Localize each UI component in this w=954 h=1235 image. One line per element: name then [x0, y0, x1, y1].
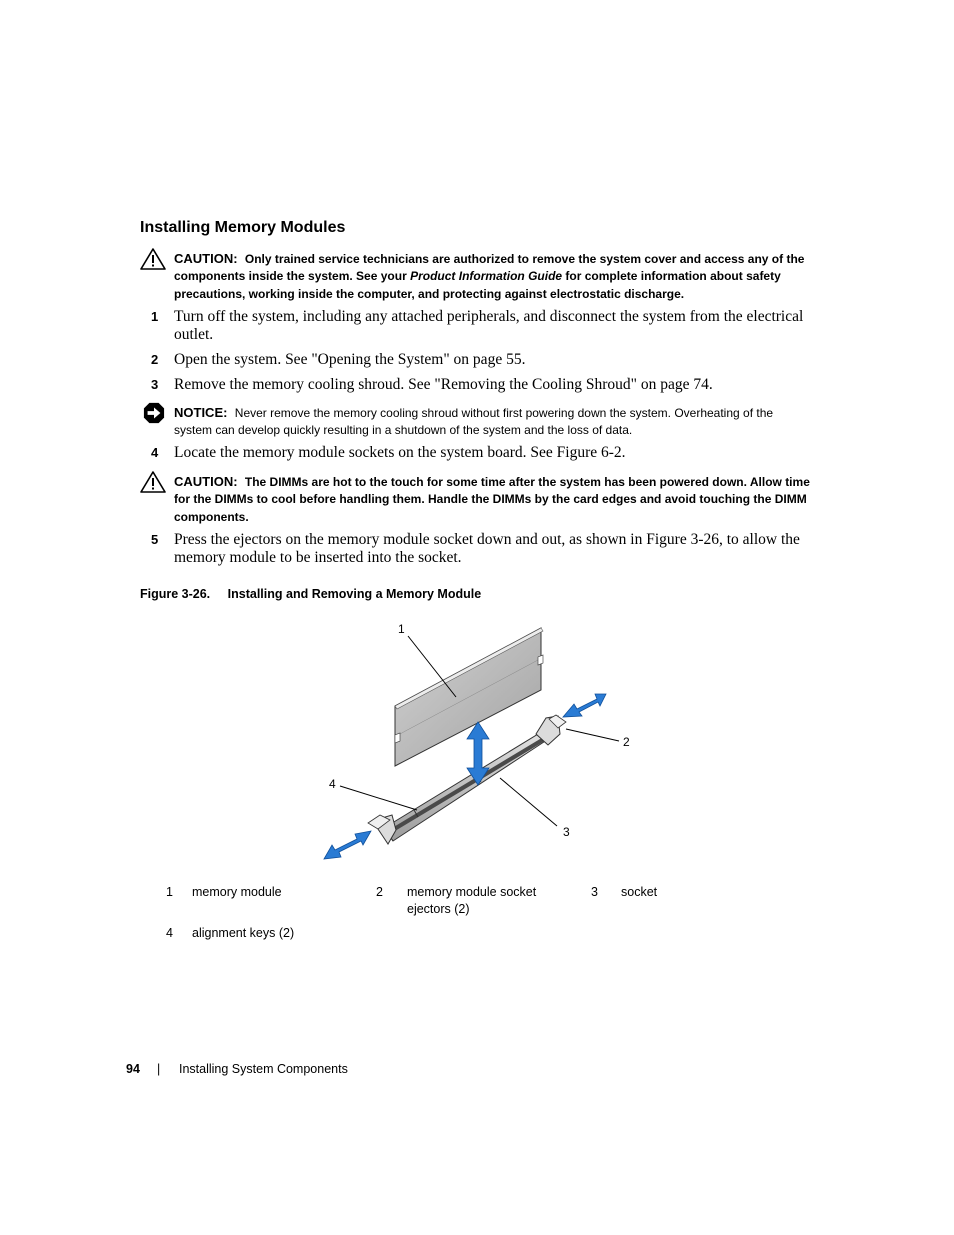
memory-module-illustration: [300, 615, 640, 870]
legend-number: 1: [166, 885, 173, 899]
step-number: 3: [151, 377, 159, 392]
legend-number: 4: [166, 926, 173, 940]
step-number: 2: [151, 352, 159, 367]
caution-note: [174, 250, 814, 303]
notice-label: NOTICE:: [174, 405, 228, 420]
step-number: 5: [151, 532, 159, 547]
footer-separator: |: [157, 1062, 161, 1076]
caution-text-a: Only trained service technicians are authorized to remove the system cover and access any of the components inside the system. See your: [174, 252, 805, 284]
caution-text-b: for complete information about safety precautions, working inside the computer, and protecting against electrostatic discharge.: [174, 269, 781, 301]
caution-text: The DIMMs are hot to the touch for some time after the system has been powered down. Allow time for the DIMMs to cool before handling them. Handle the DIMMs by the card edges and avoid touching the DIMM components.: [174, 475, 810, 524]
step-text: Locate the memory module sockets on the system board. See Figure 6-2.: [174, 444, 626, 461]
caution-icon: [140, 471, 166, 493]
caution-icon: [140, 248, 166, 270]
section-title: Installing Memory Modules: [140, 219, 346, 236]
step-text: Turn off the system, including any attached peripherals, and disconnect the system from the electrical outlet.: [174, 308, 804, 343]
legend-number: 2: [376, 885, 383, 899]
notice-note: [174, 404, 814, 440]
caution-label: CAUTION:: [174, 251, 238, 266]
figure-number: Figure 3-26.: [140, 587, 211, 601]
step-text: Open the system. See "Opening the System" on page 55.: [174, 351, 526, 368]
step-number: 4: [151, 445, 159, 460]
caution-note: [174, 473, 814, 526]
callout-4: 4: [329, 777, 336, 791]
step-text: Remove the memory cooling shroud. See "Removing the Cooling Shroud" on page 74.: [174, 376, 713, 393]
legend-label: alignment keys (2): [192, 926, 295, 940]
step-number: 1: [151, 309, 159, 324]
notice-icon: [141, 402, 167, 424]
legend-label: socket: [621, 885, 658, 899]
figure-title: Installing and Removing a Memory Module: [227, 587, 482, 601]
step-text: Press the ejectors on the memory module socket down and out, as shown in Figure 3-26, to allow the memory module to be inserted into the socket.: [174, 531, 800, 566]
legend-label: memory module: [192, 885, 282, 899]
footer-chapter: Installing System Components: [179, 1062, 348, 1076]
callout-1: 1: [398, 622, 405, 636]
page-number: 94: [126, 1062, 140, 1076]
figure-caption: [140, 587, 481, 601]
legend-number: 3: [591, 885, 598, 899]
caution-label: CAUTION:: [174, 474, 238, 489]
notice-text: Never remove the memory cooling shroud without first powering down the system. Overheating of the system can develop quickly resulting in a shutdown of the system and the loss of data.: [174, 406, 774, 438]
caution-italic-ref: Product Information Guide: [410, 269, 563, 284]
legend-label: memory module socket ejectors (2): [407, 885, 537, 916]
callout-3: 3: [563, 825, 570, 839]
callout-2: 2: [623, 735, 630, 749]
